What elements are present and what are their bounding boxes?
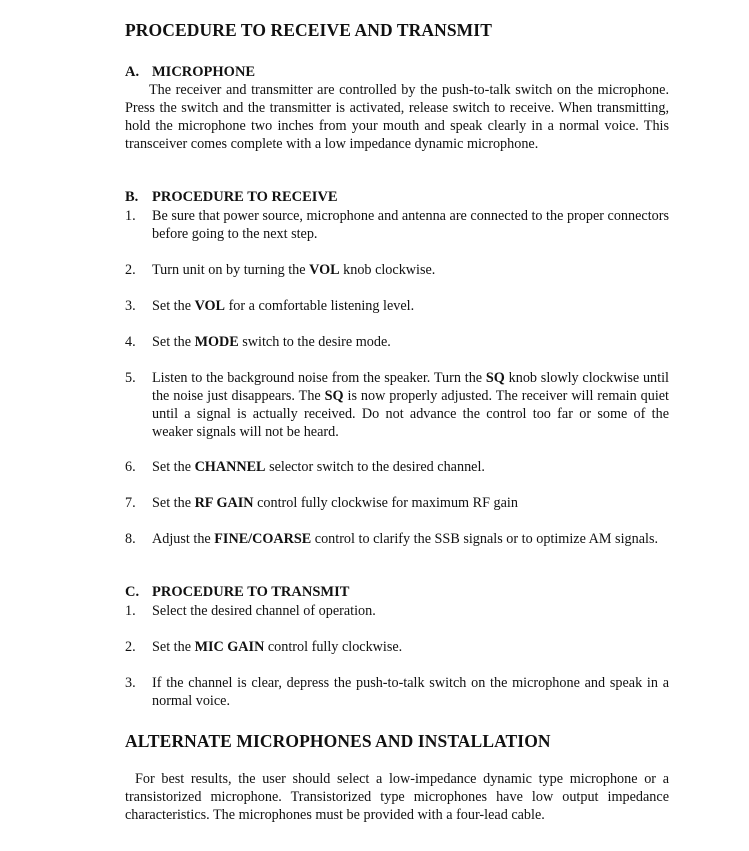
control-name: RF GAIN	[194, 495, 254, 511]
step-text: Set the MIC GAIN control fully clockwise.	[152, 639, 403, 655]
section-a-title: MICROPHONE	[152, 64, 256, 80]
step-number: 4.	[125, 334, 136, 350]
receive-step	[125, 261, 669, 279]
section-a-letter: A.	[125, 64, 140, 80]
receive-step	[125, 458, 669, 476]
receive-step	[125, 207, 669, 243]
control-name: MODE	[194, 334, 239, 350]
step-text: Turn unit on by turning the VOL knob clockwise.	[152, 262, 436, 278]
control-name: VOL	[194, 298, 226, 314]
receive-step	[125, 494, 669, 512]
section-title-alternate: ALTERNATE MICROPHONES AND INSTALLATION	[125, 731, 551, 751]
step-number: 1.	[125, 603, 136, 619]
section-c-heading	[125, 584, 349, 601]
step-number: 3.	[125, 298, 136, 314]
section-b-heading	[125, 189, 338, 206]
step-number: 1.	[125, 208, 136, 224]
section-c-letter: C.	[125, 584, 140, 600]
step-text: Listen to the background noise from the speaker. Turn the SQ knob slowly clockwise until the noise just disappears. The SQ is now properly adjusted. The receiver will remain quiet until a signal is actually received. Do not advance the control too far or some of the weaker signals will not be heard.	[152, 370, 669, 440]
step-number: 6.	[125, 459, 136, 475]
step-number: 2.	[125, 639, 136, 655]
step-text: Select the desired channel of operation.	[152, 603, 376, 619]
section-a-paragraph: The receiver and transmitter are controlled by the push-to-talk switch on the microphone. Press the switch and the transmitter is activated, release switch to receive. When transmitting, hold the microphone two inches from your mouth and speak clearly in a normal voice. This transceiver comes complete with a low impedance dynamic microphone.	[125, 82, 669, 152]
page-title: PROCEDURE TO RECEIVE AND TRANSMIT	[125, 20, 492, 40]
step-number: 8.	[125, 531, 136, 547]
control-name: SQ	[485, 370, 505, 386]
alternate-paragraph: For best results, the user should select a low-impedance dynamic type microphone or a transistorized microphone. Transistorized type microphones have low output impedance characteristics. The microphones must be provided with a four-lead cable.	[125, 771, 669, 823]
receive-step	[125, 369, 669, 441]
receive-step	[125, 333, 669, 351]
step-number: 2.	[125, 262, 136, 278]
step-number: 3.	[125, 675, 136, 691]
control-name: MIC GAIN	[194, 639, 265, 655]
step-text: Set the RF GAIN control fully clockwise for maximum RF gain	[152, 495, 518, 511]
section-c-title: PROCEDURE TO TRANSMIT	[152, 584, 350, 600]
receive-step	[125, 297, 669, 315]
step-number: 7.	[125, 495, 136, 511]
step-text: If the channel is clear, depress the push-to-talk switch on the microphone and speak in a normal voice.	[152, 675, 669, 709]
control-name: SQ	[324, 388, 344, 404]
section-b-letter: B.	[125, 189, 139, 205]
step-text: Be sure that power source, microphone and antenna are connected to the proper connectors before going to the next step.	[152, 208, 669, 242]
step-number: 5.	[125, 370, 136, 386]
step-text: Set the CHANNEL selector switch to the desired channel.	[152, 459, 485, 475]
control-name: FINE/COARSE	[214, 531, 312, 547]
step-text: Set the VOL for a comfortable listening level.	[152, 298, 415, 314]
section-a-heading	[125, 64, 255, 81]
transmit-step	[125, 602, 669, 620]
control-name: VOL	[309, 262, 340, 278]
transmit-step	[125, 638, 669, 656]
step-text: Adjust the FINE/COARSE control to clarify the SSB signals or to optimize AM signals.	[152, 531, 659, 547]
control-name: CHANNEL	[194, 459, 266, 475]
transmit-step	[125, 674, 669, 710]
step-text: Set the MODE switch to the desire mode.	[152, 334, 391, 350]
section-b-title: PROCEDURE TO RECEIVE	[152, 189, 338, 205]
receive-step	[125, 530, 669, 548]
